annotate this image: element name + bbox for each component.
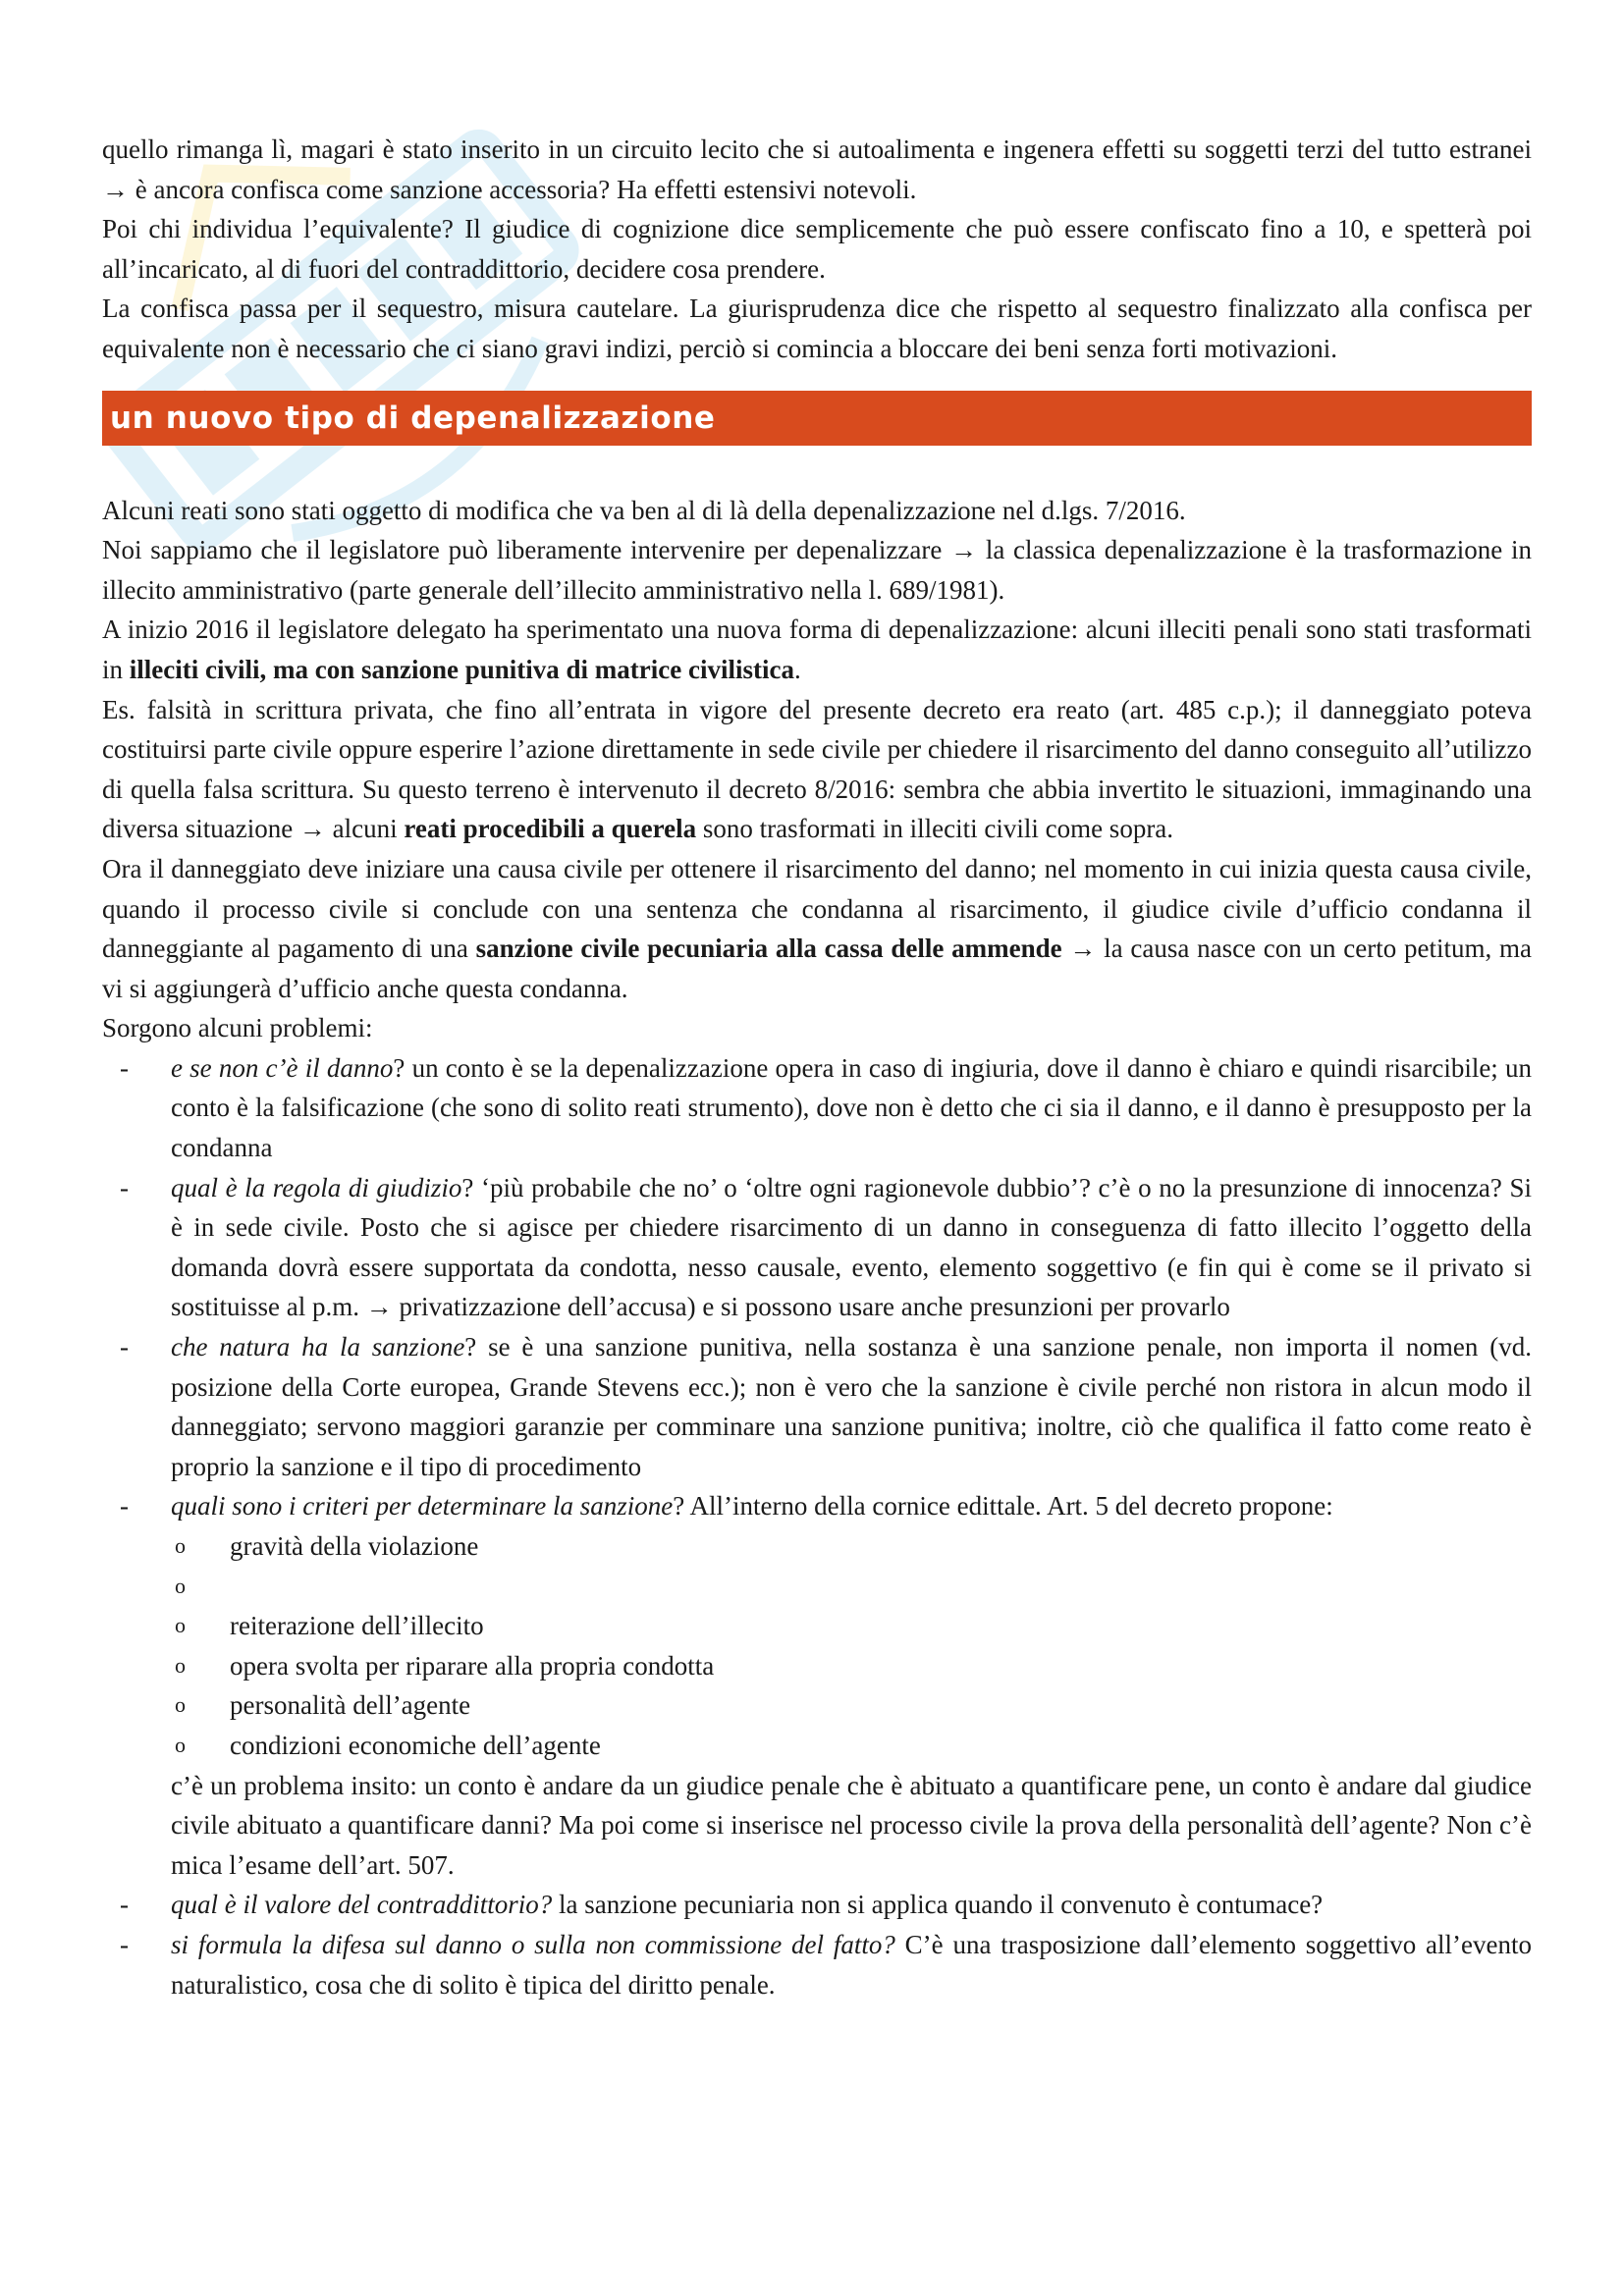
criteria-item: o personalità dell’agente [171,1685,1532,1726]
section-paragraph-3: A inizio 2016 il legislatore delegato ha sperimentato una nuova forma di depenalizzazione: alcuni illeciti penali sono stati trasformati in illeciti civili, ma con sanzione punitiva di matrice civilistica. [102,614,1532,684]
section-paragraph-5: Ora il danneggiato deve iniziare una causa civile per ottenere il risarcimento del danno; nel momento in cui inizia questa causa civile, quando il processo civile si conclude con una sentenza che condanna al risarcimento, il giudice civile d’ufficio condanna il danneggiante al pagamento di una sanzione civile pecuniaria alla cassa delle ammende → la causa nasce con un certo petitum, ma vi si aggiungerà d’ufficio anche questa condanna. [102,853,1532,1003]
list-item: - qual è il valore del contraddittorio? la sanzione pecuniaria non si applica quando il convenuto è contumace? [102,1885,1532,1925]
list-item: - e se non c’è il danno? un conto è se la depenalizzazione opera in caso di ingiuria, dove il danno è chiaro e quindi risarcibile; un conto è la falsificazione (che sono di solito reati strumento), dove non è detto che ci sia il danno, e il danno è presupposto per la condanna [102,1048,1532,1168]
intro-paragraph-3: La confisca passa per il sequestro, misura cautelare. La giurisprudenza dice che rispetto al sequestro finalizzato alla confisca per equivalente non è necessario che ci siano gravi indizi, perciò si comincia a bloccare dei beni senza forti motivazioni. [102,294,1532,363]
criteria-item: o opera svolta per riparare alla propria condotta [171,1646,1532,1686]
problems-list [102,1048,1532,2004]
bold-illeciti-civili: illeciti civili, ma con sanzione punitiva di matrice civilistica [129,654,794,684]
bold-reati-querela: reati procedibili a querela [404,814,697,844]
page-content [102,130,1532,2004]
criteria-note: c’è un problema insito: un conto è andare da un giudice penale che è abituato a quantificare pene, un conto è andare dal giudice civile abituato a quantificare danni? Ma poi come si inserisce nel processo civile la prova della personalità dell’agente? Non c’è mica l’esame dell’art. 507. [171,1770,1532,1880]
section-paragraph-6: Sorgono alcuni problemi: [102,1013,373,1043]
section-paragraph-4: Es. falsità in scrittura privata, che fino all’entrata in vigore del presente decreto era reato (art. 485 c.p.); il danneggiato poteva costituirsi parte civile oppure esperire l’azione direttamente in sede civile per chiedere il risarcimento del danno conseguito all’utilizzo di quella falsa scrittura. Su questo terreno è intervenuto il decreto 8/2016: sembra che abbia invertito le situazioni, immaginando una diversa situazione → alcuni reati procedibili a querela sono trasformati in illeciti civili come sopra. [102,694,1532,844]
intro-paragraph-1: quello rimanga lì, magari è stato inserito in un circuito lecito che si autoalimenta e ingenera effetti su soggetti terzi del tutto estranei → è ancora confisca come sanzione accessoria? Ha effetti estensivi notevoli. [102,134,1532,204]
intro-paragraph-2: Poi chi individua l’equivalente? Il giudice di cognizione dice semplicemente che può essere confiscato fino a 10, e spetterà poi all’incaricato, al di fuori del contraddittorio, decidere cosa prendere. [102,214,1532,284]
criteria-item: o condizioni economiche dell’agente [171,1726,1532,1766]
bold-sanzione-civile: sanzione civile pecuniaria alla cassa delle ammende [475,934,1062,964]
criteria-item: o gravità della violazione [171,1526,1532,1567]
criteria-item: o reiterazione dell’illecito [171,1606,1532,1646]
section-heading: un nuovo tipo di depenalizzazione [102,391,1532,446]
list-item: - si formula la difesa sul danno o sulla non commissione del fatto? C’è una trasposizione dall’elemento soggettivo all’evento naturalistico, cosa che di solito è tipica del diritto penale. [102,1925,1532,2004]
section-paragraph-1: Alcuni reati sono stati oggetto di modifica che va ben al di là della depenalizzazione nel d.lgs. 7/2016. [102,495,1186,525]
list-item: - quali sono i criteri per determinare la sanzione? All’interno della cornice edittale. Art. 5 del decreto propone: o gravità della violazione o o reiterazione dell’illecito o opera svolta per riparare alla propria condotta o personalità dell’agente o condizioni economiche dell’agente c’è un problema insito: un conto è andare da un giudice penale che è abituato a quantificare pene, un conto è andare dal giudice civile abituato a quantificare danni? Ma poi come si inserisce nel processo civile la prova della personalità dell’agente? Non c’è mica l’esame dell’art. 507. [102,1486,1532,1885]
section-paragraph-2: Noi sappiamo che il legislatore può liberamente intervenire per depenalizzare → la classica depenalizzazione è la trasformazione in illecito amministrativo (parte generale dell’illecito amministrativo nella l. 689/1981). [102,535,1532,605]
list-item: - qual è la regola di giudizio? ‘più probabile che no’ o ‘oltre ogni ragionevole dubbio’? c’è o no la presunzione di innocenza? Si è in sede civile. Posto che si agisce per chiedere risarcimento di un danno in conseguenza di fatto illecito l’oggetto della domanda dovrà essere supportata da condotta, nesso causale, evento, elemento soggettivo (e fin qui è come se il privato si sostituisse al p.m. → privatizzazione dell’accusa) e si possono usare anche presunzioni per provarlo [102,1168,1532,1327]
criteria-list [171,1526,1532,1766]
criteria-item [171,1567,1532,1607]
list-item: - che natura ha la sanzione? se è una sanzione punitiva, nella sostanza è una sanzione penale, non importa il nomen (vd. posizione della Corte europea, Grande Stevens ecc.); non è vero che la sanzione è civile perché non ristora in alcun modo il danneggiato; servono maggiori garanzie per comminare una sanzione punitiva; inoltre, ciò che qualifica il fatto come reato è proprio la sanzione e il tipo di procedimento [102,1327,1532,1486]
